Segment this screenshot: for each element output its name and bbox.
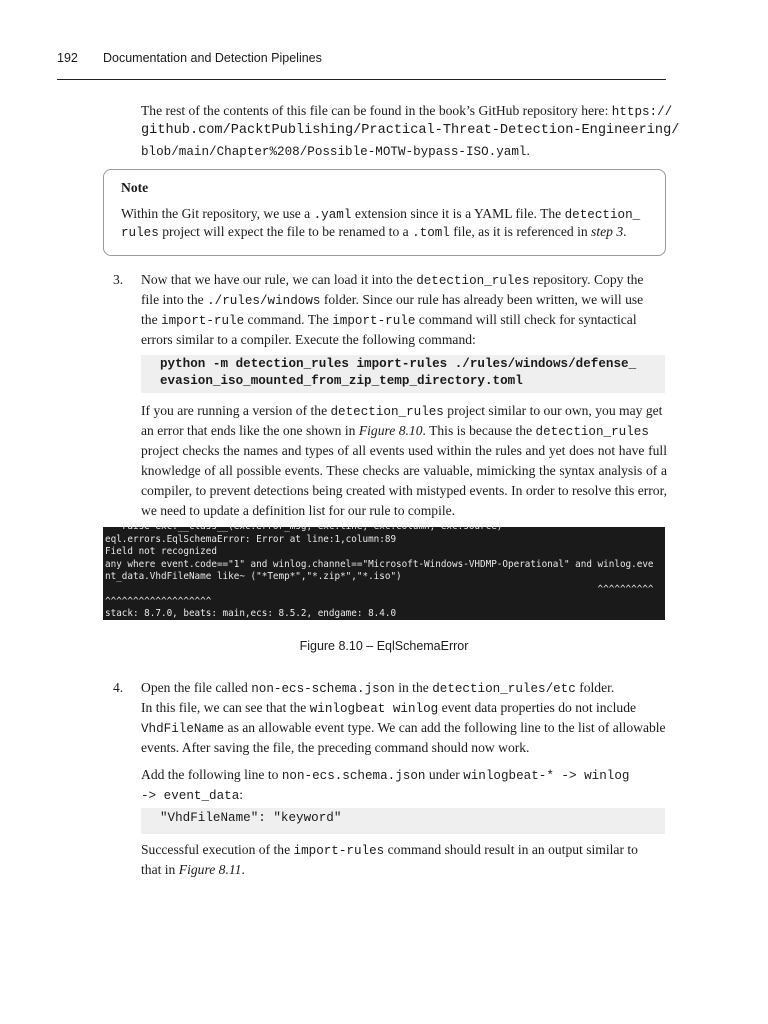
step4-text: command should result in an output similar to <box>384 842 638 857</box>
step3-code: ./rules/windows <box>207 294 321 308</box>
step3-text: an error that ends like the one shown in <box>141 423 359 438</box>
step3-text: If you are running a version of the <box>141 403 331 418</box>
note-text: Within the Git repository, we use a <box>121 206 314 221</box>
step3-code: import-rule <box>161 314 245 328</box>
figure-reference: Figure 8.10 <box>358 423 423 438</box>
note-code: .toml <box>412 226 450 240</box>
step4-add-line-1 <box>141 765 629 786</box>
step4-code: import-rules <box>293 844 385 858</box>
step4-text: Successful execution of the <box>141 842 294 857</box>
import-rules-code-block <box>141 355 665 393</box>
note-text: project will expect the file to be renamed to a <box>158 224 413 239</box>
step4-text: Open the file called <box>141 680 252 695</box>
step4-text: : <box>239 787 244 802</box>
step-4-number: 4. <box>113 680 124 695</box>
step4-text: that in <box>141 862 179 877</box>
terminal-line: raise exc.__class__(exc.error_msg, exc.line, exc.column, exc.source) <box>105 521 503 532</box>
step4-code: VhdFileName <box>141 722 225 736</box>
step3-p2-line-1 <box>141 401 662 422</box>
note-code: .yaml <box>313 208 352 222</box>
step4-text: folder. <box>575 680 615 695</box>
step4-text: event data properties do not include <box>438 700 637 715</box>
step3-text: project similar to our own, you may get <box>443 403 663 418</box>
step4-text: in the <box>394 680 433 695</box>
step3-p2-rest: project checks the names and types of all events used within the rules and yet does not have full knowledge of all possible events. These checks are valuable, mimicking the syntax analysis of a compiler, to prevent detections being created with mistyped events. In order to resolve this error, we need to update a definition list for our rule to compile. <box>141 443 667 518</box>
step4-code: non-ecs.schema.json <box>281 769 426 783</box>
step3-code: detection_rules <box>535 425 649 439</box>
step3-line-4: errors similar to a compiler. Execute the following command: <box>141 332 476 347</box>
terminal-line: nt_data.VhdFileName like~ ("*Temp*","*.zip*","*.iso") <box>105 571 402 582</box>
code-line-2: evasion_iso_mounted_from_zip_temp_directory.toml <box>160 374 523 388</box>
step4-code: winlogbeat winlog <box>309 702 439 716</box>
step4-text: . <box>241 862 245 877</box>
step4-line-2 <box>141 698 636 719</box>
figure-reference: Figure 8.11 <box>178 862 242 877</box>
terminal-line: eql.errors.EqlSchemaError: Error at line:1,column:89 <box>105 534 397 545</box>
note-code: rules <box>121 226 159 240</box>
intro-text: The rest of the contents of this file can be found in the book’s GitHub repository here: <box>141 103 612 118</box>
step3-code: import-rule <box>332 314 416 328</box>
step3-text: command will still check for syntactical <box>415 312 637 327</box>
step3-p2-line-2 <box>141 421 649 442</box>
step3-code: detection_rules <box>330 405 444 419</box>
step3-line-3 <box>141 310 637 331</box>
step3-line-1 <box>141 270 643 291</box>
step-3-number: 3. <box>113 272 124 287</box>
step4-code: detection_rules/etc <box>432 682 576 696</box>
note-text: file, as it is referenced in <box>449 224 592 239</box>
step3-text: Now that we have our rule, we can load it into the <box>141 272 417 287</box>
step4-line-4: events. After saving the file, the preceding command should now work. <box>141 740 530 755</box>
terminal-line: any where event.code=="1" and winlog.channel=="Microsoft-Windows-VHDMP-Operational" and winlog.eve <box>105 559 654 570</box>
step4-success-line-1 <box>141 840 638 861</box>
code-line-1: python -m detection_rules import-rules ./rules/windows/defense_ <box>160 357 637 371</box>
step4-line-1 <box>141 678 614 699</box>
step3-text: file into the <box>141 292 208 307</box>
note-text: . <box>623 224 627 239</box>
step3-text: folder. Since our rule has already been written, we will use <box>320 292 644 307</box>
step3-text: repository. Copy the <box>529 272 644 287</box>
step4-code: winlogbeat-* -> winlog <box>463 769 630 783</box>
schema-code-line: "VhdFileName": "keyword" <box>160 811 342 825</box>
schema-code-block <box>141 808 665 834</box>
figure-caption: Figure 8.10 – EqlSchemaError <box>299 639 469 653</box>
terminal-line: stack: 8.7.0, beats: main,ecs: 8.5.2, endgame: 8.4.0 <box>105 608 397 619</box>
terminal-line: Field not recognized <box>105 546 217 557</box>
step4-code: non-ecs-schema.json <box>251 682 395 696</box>
intro-line-1 <box>141 101 672 122</box>
step4-text: In this file, we can see that the <box>141 700 310 715</box>
note-title: Note <box>121 180 149 195</box>
note-line-2 <box>121 222 627 243</box>
step4-add-line-2 <box>141 785 243 806</box>
step4-code: -> event_data <box>141 789 240 803</box>
intro-line-3 <box>141 141 530 162</box>
running-head: Documentation and Detection Pipelines <box>103 51 322 65</box>
step3-text: the <box>141 312 162 327</box>
step3-text: command. The <box>244 312 333 327</box>
intro-end: . <box>526 143 530 158</box>
step3-code: detection_rules <box>416 274 530 288</box>
step-reference: step 3 <box>591 224 624 239</box>
step4-text: Add the following line to <box>141 767 282 782</box>
step4-line-3 <box>141 718 666 739</box>
github-url-part-3[interactable]: blob/main/Chapter%208/Possible-MOTW-bypass-ISO.yaml <box>141 145 527 159</box>
terminal-line: ^^^^^^^^^^ <box>105 584 654 595</box>
github-url-part-2[interactable]: github.com/PacktPublishing/Practical-Threat-Detection-Engineering/ <box>141 123 680 138</box>
step3-line-2 <box>141 290 643 311</box>
step4-success-line-2 <box>141 860 245 880</box>
page-number: 192 <box>57 51 78 65</box>
terminal-line: ^^^^^^^^^^^^^^^^^^^ <box>105 596 212 607</box>
note-text: extension since it is a YAML file. The <box>351 206 565 221</box>
step4-text: under <box>425 767 464 782</box>
step3-text: . This is because the <box>422 423 536 438</box>
terminal-screenshot <box>103 521 665 620</box>
page-header <box>57 49 666 80</box>
github-url-part-1[interactable]: https:// <box>611 105 673 119</box>
note-code: detection_ <box>564 208 641 222</box>
step4-text: as an allowable event type. We can add the following line to the list of allowable <box>224 720 666 735</box>
